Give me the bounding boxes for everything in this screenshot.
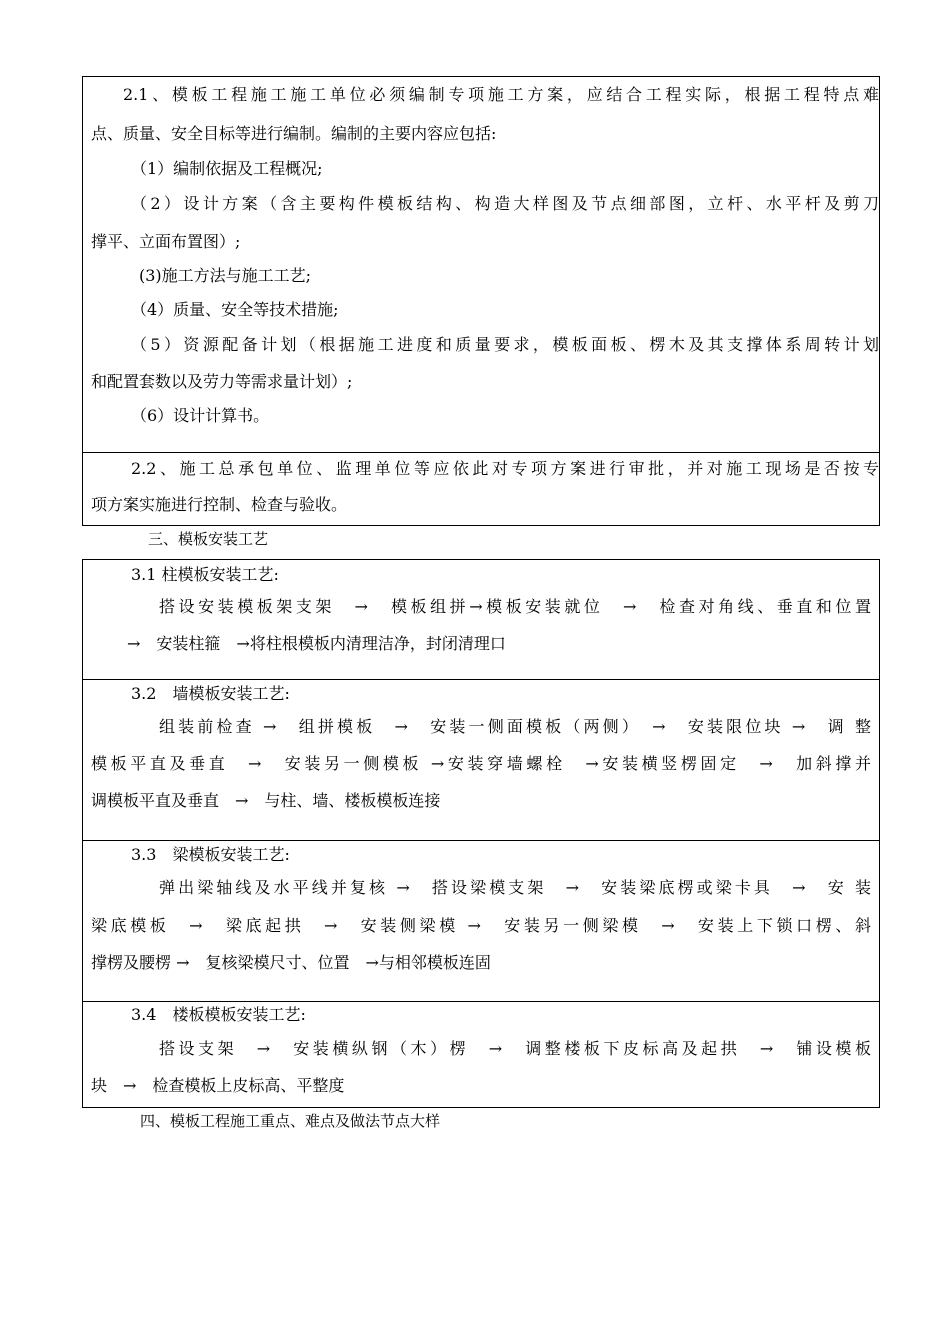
text-line: 撑楞及腰楞 → 复核梁模尺寸、位置 →与相邻模板连固: [91, 953, 491, 972]
text-line: 和配置套数以及劳力等需求量计划）;: [91, 372, 353, 391]
text-line: 调模板平直及垂直 → 与柱、墙、楼板模板连接: [91, 791, 441, 810]
cell-3-1: [83, 560, 879, 679]
text-line: 2.2、施工总承包单位、监理单位等应依此对专项方案进行审批，并对施工现场是否按专: [131, 459, 879, 478]
text-line: 3.4 楼板模板安装工艺:: [131, 1005, 306, 1024]
section4-heading: 四、模板工程施工重点、难点及做法节点大样: [140, 1112, 441, 1130]
text-line: 搭设支架 → 安装横纵钢（木）楞 → 调整楼板下皮标高及起拱 → 铺设模板: [159, 1039, 871, 1058]
text-line: （2）设计方案（含主要构件模板结构、构造大样图及节点细部图，立杆、水平杆及剪刀: [131, 194, 879, 213]
text-line: 3.3 梁模板安装工艺:: [131, 845, 290, 864]
text-line: 撑平、立面布置图）;: [91, 232, 241, 251]
text-line: 弹出梁轴线及水平线并复核 → 搭设梁模支架 → 安装梁底楞或梁卡具 → 安 装: [159, 878, 871, 897]
text-line: 3.1 柱模板安装工艺:: [131, 565, 279, 584]
text-line: 梁底模板 → 梁底起拱 → 安装侧梁模 → 安装另一侧梁模 → 安装上下锁口楞、斜: [91, 916, 871, 935]
cell-2-1: [83, 77, 879, 452]
cell-3-3: [83, 840, 879, 1001]
text-line: 块 → 检查模板上皮标高、平整度: [91, 1076, 345, 1095]
text-line: (3)施工方法与施工工艺;: [139, 266, 312, 285]
section2-table: [82, 76, 880, 526]
section3-table: [82, 559, 880, 1108]
text-line: 点、质量、安全目标等进行编制。编制的主要内容应包括:: [91, 124, 497, 143]
text-line: 模板平直及垂直 → 安装另一侧模板 →安装穿墙螺栓 →安装横竖楞固定 → 加斜撑并: [91, 754, 871, 773]
text-line: （4）质量、安全等技术措施;: [131, 300, 339, 319]
cell-3-4: [83, 1001, 879, 1109]
text-line: （1）编制依据及工程概况;: [131, 159, 323, 178]
text-line: 组装前检查 → 组拼模板 → 安装一侧面模板（两侧） → 安装限位块 → 调 整: [159, 717, 871, 736]
text-line: 搭设安装模板架支架 → 模板组拼→模板安装就位 → 检查对角线、垂直和位置: [159, 597, 871, 616]
text-line: （6）设计计算书。: [131, 406, 270, 425]
cell-2-2: [83, 452, 879, 526]
text-line: 2.1、模板工程施工施工单位必须编制专项施工方案，应结合工程实际，根据工程特点难: [123, 85, 879, 104]
text-line: → 安装柱箍 →将柱根模板内清理洁净，封闭清理口: [127, 634, 506, 653]
text-line: 项方案实施进行控制、检查与验收。: [91, 495, 348, 514]
text-line: （5）资源配备计划（根据施工进度和质量要求，模板面板、楞木及其支撑体系周转计划: [131, 335, 879, 354]
section3-heading: 三、模板安装工艺: [148, 530, 269, 548]
cell-3-2: [83, 679, 879, 840]
text-line: 3.2 墙模板安装工艺:: [131, 684, 290, 703]
